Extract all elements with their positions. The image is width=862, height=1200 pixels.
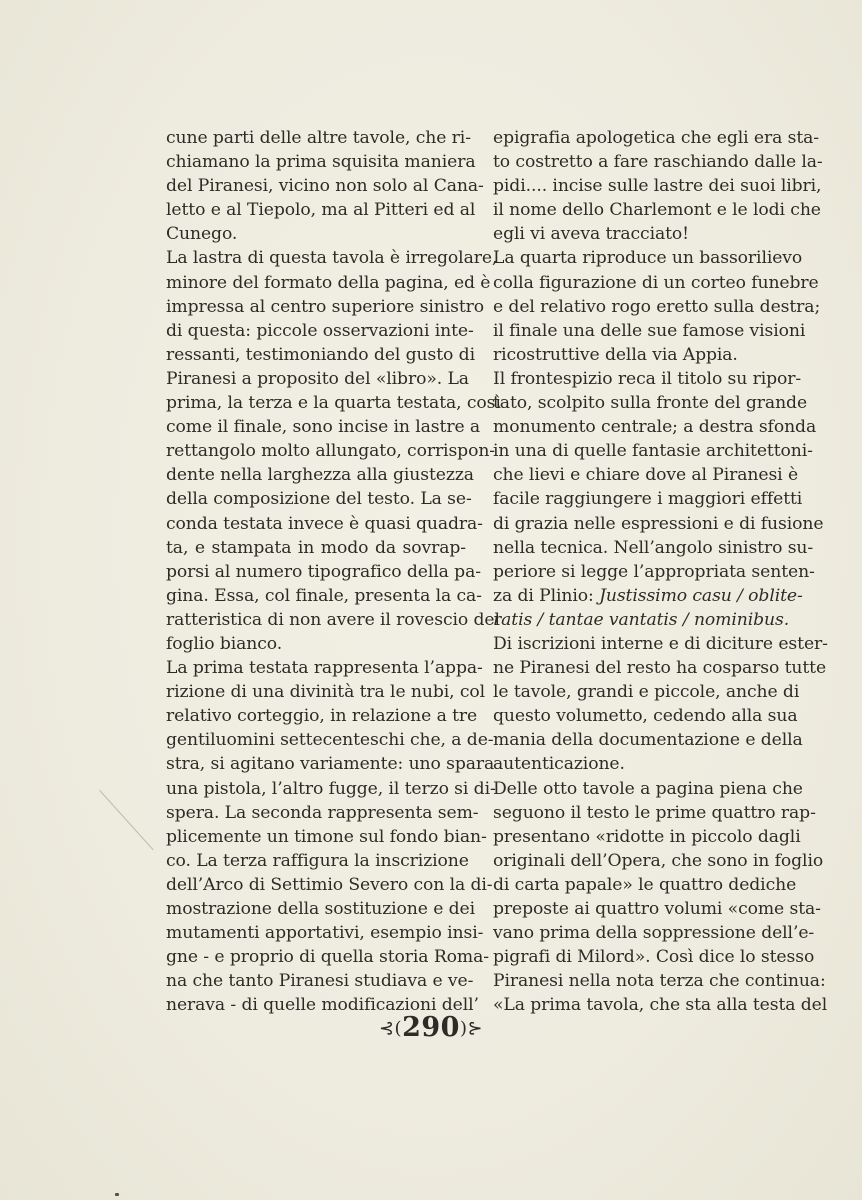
left-text-line: gentiluomini settecenteschi che, a de-: [166, 730, 494, 751]
right-text-line: colla figurazione di un corteo funebre: [493, 272, 819, 293]
right-text-line: pigrafi di Milord». Così dice lo stesso: [493, 947, 815, 968]
left-text-line: Piranesi a proposito del «libro». La: [166, 368, 469, 389]
left-text-line: rettangolo molto allungato, corrispon-: [166, 441, 495, 462]
margin-scratch-mark: [99, 790, 153, 850]
left-text-line: ressanti, testimoniando del gusto di: [166, 344, 475, 365]
right-text-line: tato, scolpito sulla fronte del grande: [493, 393, 808, 414]
right-text-line: che lievi e chiare dove al Piranesi è: [493, 465, 799, 486]
right-text-line: il finale una delle sue famose visioni: [493, 320, 806, 341]
left-text-line: della composizione del testo. La se-: [166, 489, 472, 510]
left-text-line: dente nella larghezza alla giustezza: [166, 465, 474, 486]
right-text-line: facile raggiungere i maggiori effetti: [493, 489, 803, 510]
right-text-line: originali dell’Opera, che sono in foglio: [493, 850, 824, 871]
left-text-line: mutamenti apportativi, esempio insi-: [166, 923, 484, 944]
ink-speck: [115, 1193, 119, 1196]
right-text-line: e del relativo rogo eretto sulla destra;: [493, 296, 821, 317]
right-text-line: periore si legge l’appropriata senten-: [493, 561, 815, 582]
left-text-line: prima, la terza e la quarta testata, così: [166, 393, 501, 414]
left-text-line: relativo corteggio, in relazione a tre: [166, 706, 478, 727]
latin-quotation: Justissimo casu / oblite-: [599, 585, 803, 606]
left-text-line: letto e al Tiepolo, ma al Pitteri ed al: [166, 200, 476, 221]
right-text-line: [493, 584, 803, 608]
right-text-line: presentano «ridotte in piccolo dagli: [493, 826, 801, 847]
left-text-line: plicemente un timone sul fondo bian-: [166, 826, 487, 847]
left-text-line: di questa: piccole osservazioni inte-: [166, 320, 474, 341]
left-text-line: ta, e stampata in modo da sovrap-: [166, 537, 466, 558]
left-text-line: mostrazione della sostituzione e dei: [166, 899, 475, 919]
right-text-line: Piranesi nella nota terza che continua:: [493, 971, 826, 992]
left-text-line: una pistola, l’altro fugge, il terzo si di-: [166, 778, 496, 799]
left-text-line: nerava - di quelle modificazioni dell’: [166, 995, 479, 1016]
left-text-line: ratteristica di non avere il rovescio del: [166, 609, 500, 630]
right-text-line: di carta papale» le quattro dediche: [493, 874, 797, 895]
left-text-line: come il finale, sono incise in lastre a: [166, 417, 481, 438]
left-text-line: La prima testata rappresenta l’appa-: [166, 658, 483, 679]
left-text-line: Cunego.: [166, 224, 238, 245]
quote-intro: za di Plinio:: [493, 585, 600, 606]
right-text-line: le tavole, grandi e piccole, anche di: [493, 682, 800, 703]
right-text-line: di grazia nelle espressioni e di fusione: [493, 513, 824, 534]
left-text-line: cune parti delle altre tavole, che ri-: [166, 128, 471, 148]
right-text-line: questo volumetto, cedendo alla sua: [493, 706, 798, 727]
right-text-line: to costretto a fare raschiando dalle la-: [493, 152, 823, 173]
right-text-column: [493, 126, 828, 1017]
page-number: 290: [402, 1012, 460, 1043]
left-text-line: del Piranesi, vicino non solo al Cana-: [166, 176, 484, 197]
folio-ornament-right: )⊱: [459, 1018, 484, 1039]
right-text-line: ratis / tantae vantatis / nominibus.: [493, 609, 790, 630]
left-text-line: gne - e proprio di quella storia Roma-: [166, 947, 489, 968]
right-text-line: ricostruttive della via Appia.: [493, 344, 738, 365]
right-text-line: Di iscrizioni interne e di diciture ester-: [493, 633, 828, 654]
right-text-line: monumento centrale; a destra sfonda: [493, 417, 817, 438]
folio-ornament-left: ⊰(: [378, 1018, 403, 1039]
left-text-line: La lastra di questa tavola è irregolare,: [166, 248, 498, 269]
right-text-line: in una di quelle fantasie architettoni-: [493, 441, 813, 462]
left-text-line: gina. Essa, col finale, presenta la ca-: [166, 585, 482, 606]
right-text-line: autenticazione.: [493, 754, 625, 775]
right-text-line: preposte ai quattro volumi «come sta-: [493, 899, 821, 919]
right-text-line: pidi.... incise sulle lastre dei suoi libri,: [493, 176, 822, 197]
left-text-column: [166, 126, 501, 1017]
right-text-line: nella tecnica. Nell’angolo sinistro su-: [493, 537, 814, 558]
right-text-line: ne Piranesi del resto ha cosparso tutte: [493, 658, 827, 679]
left-text-line: conda testata invece è quasi quadra-: [166, 513, 483, 534]
right-text-line: il nome dello Charlemont e le lodi che: [493, 200, 821, 221]
left-text-line: dell’Arco di Settimio Severo con la di-: [166, 874, 493, 895]
left-text-line: na che tanto Piranesi studiava e ve-: [166, 971, 474, 992]
left-text-line: rizione di una divinità tra le nubi, col: [166, 682, 486, 703]
left-text-line: foglio bianco.: [166, 633, 283, 654]
left-text-line: co. La terza raffigura la inscrizione: [166, 850, 469, 871]
page-number-footer: [0, 1012, 862, 1043]
left-text-line: porsi al numero tipografico della pa-: [166, 561, 481, 582]
right-text-line: mania della documentazione e della: [493, 730, 803, 751]
left-text-line: chiamano la prima squisita maniera: [166, 152, 476, 173]
left-text-line: stra, si agitano variamente: uno spara: [166, 754, 495, 775]
right-text-line: epigrafia apologetica che egli era sta-: [493, 128, 820, 148]
right-text-line: Il frontespizio reca il titolo su ripor-: [493, 368, 802, 389]
right-text-line: vano prima della soppressione dell’e-: [493, 923, 815, 944]
right-text-line: «La prima tavola, che sta alla testa del: [493, 995, 828, 1016]
right-text-line: seguono il testo le prime quattro rap-: [493, 802, 816, 823]
right-text-line: La quarta riproduce un bassorilievo: [493, 248, 803, 269]
left-text-line: impressa al centro superiore sinistro: [166, 296, 484, 317]
left-text-line: spera. La seconda rappresenta sem-: [166, 802, 479, 823]
right-text-line: Delle otto tavole a pagina piena che: [493, 778, 803, 799]
left-text-line: minore del formato della pagina, ed è: [166, 272, 491, 293]
right-text-line: egli vi aveva tracciato!: [493, 224, 689, 245]
